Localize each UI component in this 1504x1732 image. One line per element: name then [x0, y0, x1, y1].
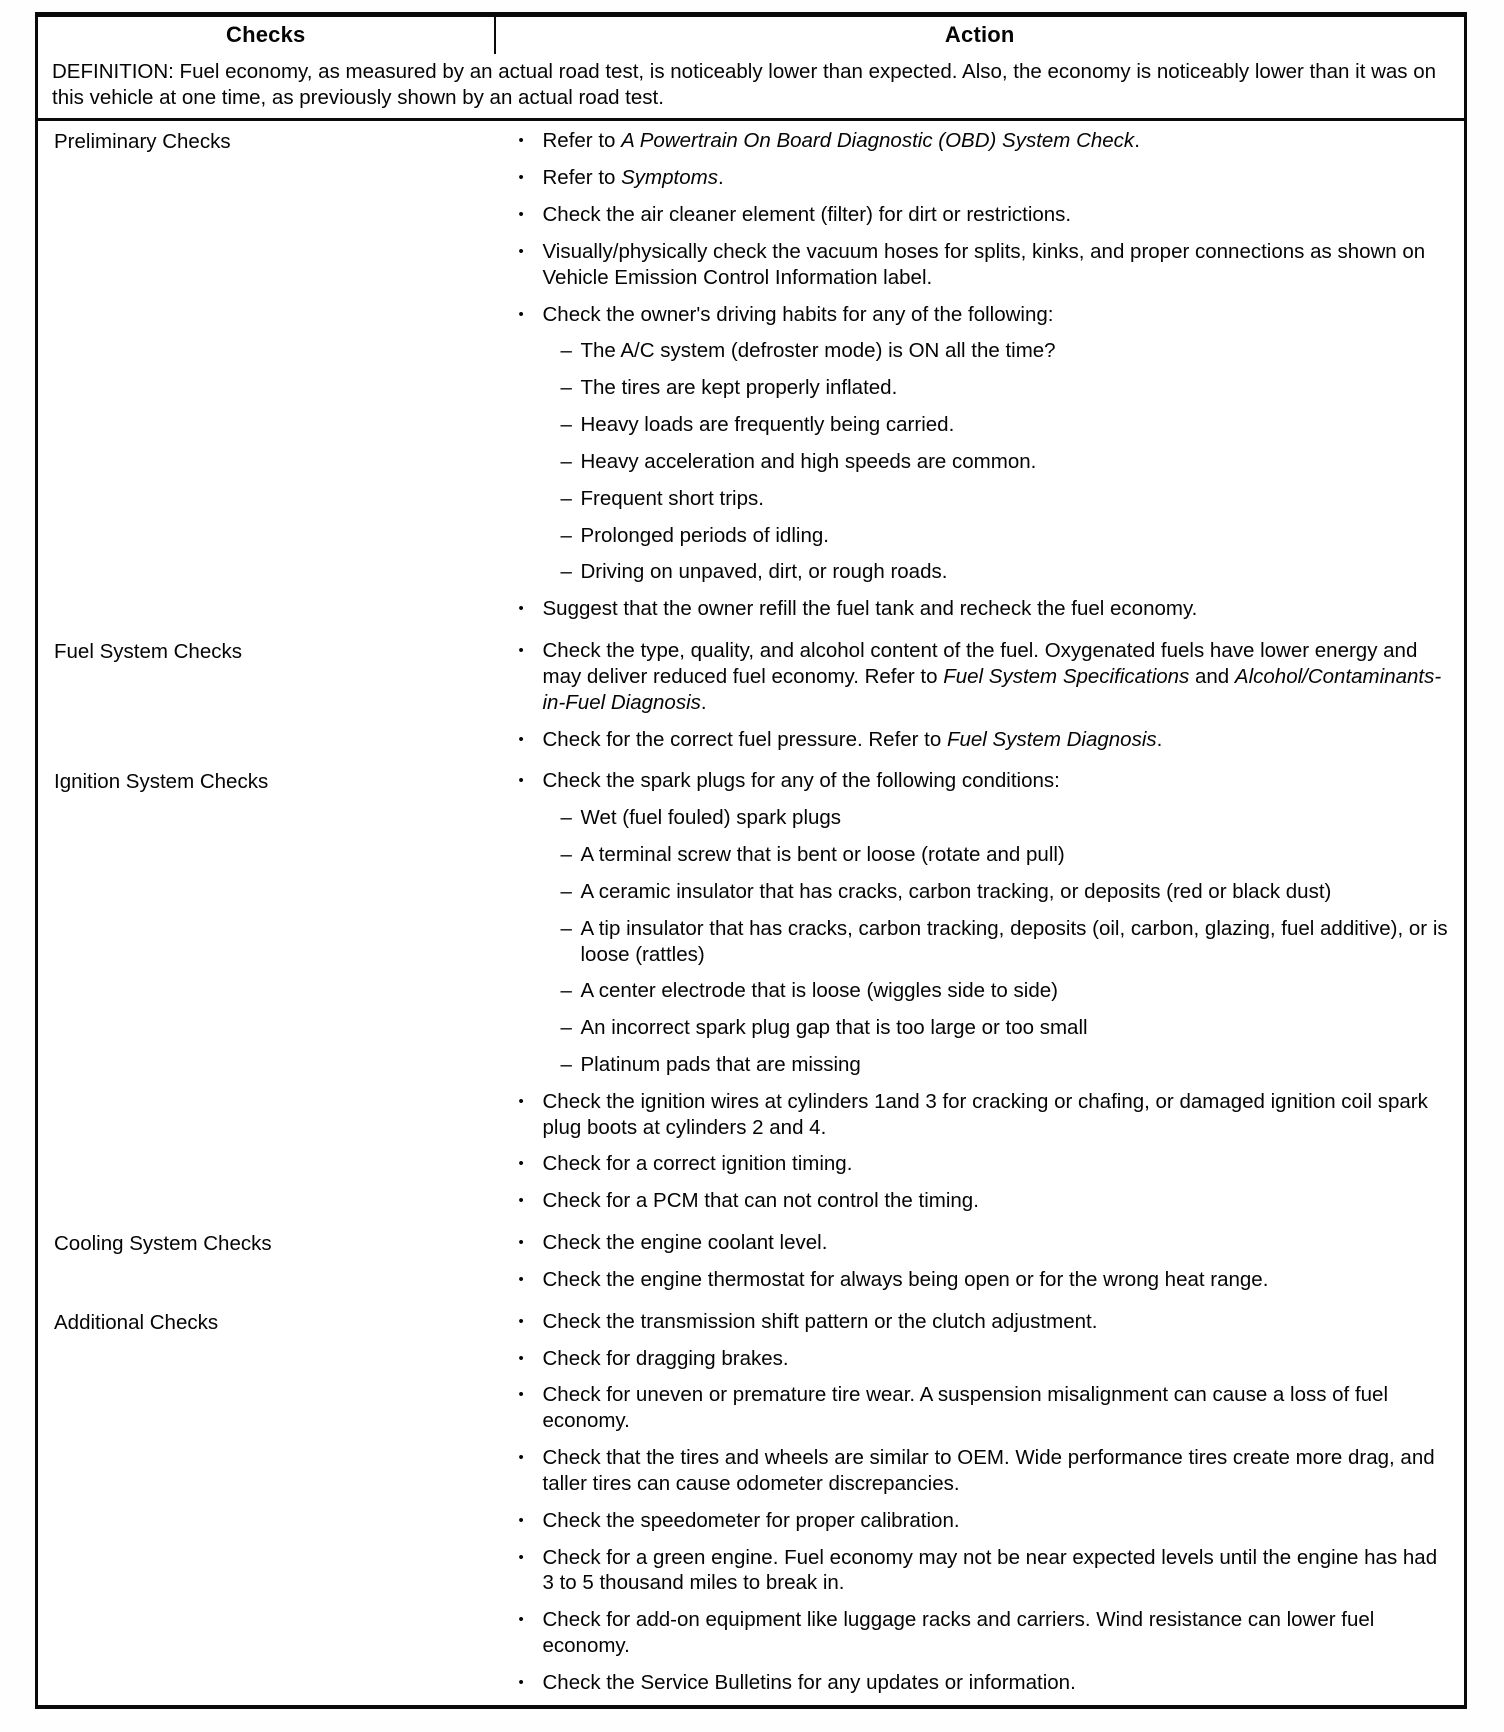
action-text: Check for a correct ignition timing.	[542, 1152, 853, 1176]
action-bullet-item	[519, 1089, 1455, 1141]
action-text: Check the owner's driving habits for any of the following:	[542, 302, 1054, 326]
action-text: Platinum pads that are missing	[580, 1053, 861, 1076]
action-sub-item	[561, 916, 1455, 968]
action-cell	[495, 761, 1466, 1223]
action-text: Frequent short trips.	[580, 486, 764, 510]
action-text: Check the ignition wires at cylinders 1and 3 for cracking or chafing, or damaged ignition coil spark plug boots at cylinders 2 and 4.	[542, 1089, 1428, 1139]
dash-marker: –	[560, 916, 572, 940]
action-text: Refer to Symptoms.	[542, 166, 724, 190]
action-sub-item	[561, 1052, 1455, 1078]
bullet-marker: •	[518, 731, 524, 748]
action-cell	[495, 631, 1466, 761]
action-bullet-item	[519, 638, 1455, 715]
action-text: The A/C system (defroster mode) is ON all the time?	[580, 339, 1056, 363]
action-text: Refer to A Powertrain On Board Diagnostic (OBD) System Check.	[542, 129, 1140, 153]
table-header-row	[37, 15, 1466, 55]
dash-marker: –	[560, 413, 572, 437]
action-bullet-item	[519, 1382, 1455, 1434]
action-cell	[495, 1302, 1466, 1707]
action-bullet-item	[519, 1508, 1455, 1534]
action-text: A center electrode that is loose (wiggles side to side)	[580, 979, 1058, 1003]
bullet-marker: •	[518, 1093, 524, 1110]
action-sub-item	[561, 412, 1455, 438]
action-bullet-item	[519, 1670, 1455, 1696]
action-bullet-item	[519, 202, 1455, 228]
action-text: Check for the correct fuel pressure. Refer to Fuel System Diagnosis.	[542, 727, 1163, 751]
action-text: Check the engine thermostat for always being open or for the wrong heat range.	[542, 1267, 1269, 1291]
action-bullet-item	[519, 128, 1455, 154]
action-bullet-item	[519, 1445, 1455, 1497]
action-sub-item	[561, 805, 1455, 831]
action-text: Check the speedometer for proper calibration.	[542, 1508, 960, 1532]
dash-marker: –	[560, 1016, 572, 1040]
definition-row	[37, 54, 1466, 120]
action-text: Heavy loads are frequently being carried.	[580, 413, 955, 437]
bullet-marker: •	[518, 773, 524, 790]
action-text: Driving on unpaved, dirt, or rough roads.	[580, 560, 948, 584]
action-bullet-item	[519, 302, 1455, 328]
dash-marker: –	[560, 1053, 572, 1076]
action-sub-item	[561, 842, 1455, 868]
bullet-marker: •	[518, 1450, 524, 1467]
action-text: Check the type, quality, and alcohol content of the fuel. Oxygenated fuels have lower energy and may deliver reduced fuel economy. Refer to Fuel System Specifications and Alcohol/Contaminants-in-Fuel Diagnosis.	[542, 639, 1442, 714]
action-bullet-item	[519, 1151, 1455, 1177]
bullet-marker: •	[518, 1235, 524, 1252]
action-bullet-item	[519, 1607, 1455, 1659]
action-text: Check for add-on equipment like luggage racks and carriers. Wind resistance can lower fuel economy.	[542, 1608, 1375, 1658]
check-category-label: Fuel System Checks	[54, 640, 242, 664]
action-text: Check for a PCM that can not control the timing.	[542, 1189, 979, 1213]
check-category-label: Preliminary Checks	[54, 130, 231, 154]
action-sub-item	[561, 559, 1455, 585]
action-sub-item	[561, 978, 1455, 1004]
action-sub-item	[561, 879, 1455, 905]
action-bullet-item	[519, 1267, 1455, 1293]
bullet-marker: •	[518, 1674, 524, 1691]
bullet-marker: •	[518, 1512, 524, 1529]
bullet-marker: •	[518, 1156, 524, 1173]
action-column-header: Action	[944, 22, 1015, 47]
action-bullet-item	[519, 165, 1455, 191]
dash-marker: –	[560, 560, 572, 584]
definition-text: DEFINITION: Fuel economy, as measured by an actual road test, is noticeably lower than expected. Also, the economy is noticeably lower than it was on this vehicle at one time, as previously shown by an actual road test.	[37, 54, 1466, 120]
dash-marker: –	[560, 523, 572, 547]
action-text: Wet (fuel fouled) spark plugs	[580, 806, 842, 830]
action-cell	[495, 1223, 1466, 1302]
dash-marker: –	[560, 979, 572, 1003]
section-row	[37, 120, 1466, 631]
action-bullet-item	[519, 1188, 1455, 1214]
action-sub-item	[561, 1015, 1455, 1041]
section-row	[37, 761, 1466, 1223]
dash-marker: –	[560, 486, 572, 510]
action-text: Check the transmission shift pattern or the clutch adjustment.	[542, 1309, 1098, 1333]
dash-marker: –	[560, 843, 572, 867]
section-row	[37, 631, 1466, 761]
action-text: Heavy acceleration and high speeds are common.	[580, 449, 1037, 473]
action-bullet-item	[519, 1309, 1455, 1335]
dash-marker: –	[560, 449, 572, 473]
action-text: A ceramic insulator that has cracks, carbon tracking, or deposits (red or black dust)	[580, 879, 1332, 903]
action-bullet-item	[519, 1545, 1455, 1597]
dash-marker: –	[560, 879, 572, 903]
bullet-marker: •	[518, 1271, 524, 1288]
action-text: Check that the tires and wheels are similar to OEM. Wide performance tires create more drag, and taller tires can cause odometer discrepancies.	[542, 1446, 1435, 1495]
bullet-marker: •	[518, 306, 524, 323]
action-text: Check for uneven or premature tire wear. A suspension misalignment can cause a loss of fuel economy.	[542, 1383, 1389, 1433]
action-text: Check the Service Bulletins for any updates or information.	[542, 1670, 1076, 1694]
bullet-marker: •	[518, 1612, 524, 1629]
bullet-marker: •	[518, 207, 524, 224]
action-text: Check the air cleaner element (filter) for dirt or restrictions.	[542, 203, 1072, 227]
bullet-marker: •	[518, 1193, 524, 1210]
dash-marker: –	[560, 376, 572, 400]
action-text: A terminal screw that is bent or loose (rotate and pull)	[580, 843, 1065, 867]
action-text: Check the engine coolant level.	[542, 1231, 828, 1255]
action-text: Check for dragging brakes.	[542, 1346, 789, 1370]
bullet-marker: •	[518, 1350, 524, 1367]
section-row	[37, 1223, 1466, 1302]
action-text: A tip insulator that has cracks, carbon tracking, deposits (oil, carbon, glazing, fuel additive), or is loose (rattles)	[580, 916, 1448, 966]
action-text: Check for a green engine. Fuel economy may not be near expected levels until the engine has had 3 to 5 thousand miles to break in.	[542, 1545, 1438, 1595]
section-row	[37, 1302, 1466, 1707]
action-bullet-item	[519, 1230, 1455, 1256]
action-sub-item	[561, 338, 1455, 364]
action-cell	[495, 120, 1466, 631]
action-sub-item	[561, 486, 1455, 512]
bullet-marker: •	[518, 601, 524, 618]
check-category-label: Additional Checks	[54, 1310, 219, 1334]
bullet-marker: •	[518, 133, 524, 150]
action-text: The tires are kept properly inflated.	[580, 376, 898, 400]
dash-marker: –	[560, 339, 572, 363]
dash-marker: –	[560, 806, 572, 830]
fuel-economy-diagnostic-table	[35, 12, 1467, 1709]
bullet-marker: •	[518, 243, 524, 260]
action-sub-item	[561, 449, 1455, 475]
action-text: Prolonged periods of idling.	[580, 523, 829, 547]
action-bullet-item	[519, 596, 1455, 622]
bullet-marker: •	[518, 643, 524, 660]
action-text: Check the spark plugs for any of the following conditions:	[542, 769, 1060, 793]
check-category-label: Cooling System Checks	[54, 1232, 272, 1256]
bullet-marker: •	[518, 1387, 524, 1404]
check-category-label: Ignition System Checks	[54, 770, 269, 794]
bullet-marker: •	[518, 170, 524, 187]
bullet-marker: •	[518, 1549, 524, 1566]
action-bullet-item	[519, 1346, 1455, 1372]
action-sub-item	[561, 523, 1455, 549]
action-bullet-item	[519, 768, 1455, 794]
section-rows-container	[37, 120, 1466, 1707]
bullet-marker: •	[518, 1313, 524, 1330]
checks-column-header: Checks	[37, 15, 495, 55]
action-text: Suggest that the owner refill the fuel tank and recheck the fuel economy.	[542, 597, 1198, 621]
action-text: An incorrect spark plug gap that is too large or too small	[580, 1016, 1088, 1040]
action-bullet-item	[519, 727, 1455, 753]
action-sub-item	[561, 375, 1455, 401]
action-bullet-item	[519, 239, 1455, 291]
action-text: Visually/physically check the vacuum hoses for splits, kinks, and proper connections as shown on Vehicle Emission Control Information label.	[542, 239, 1426, 289]
